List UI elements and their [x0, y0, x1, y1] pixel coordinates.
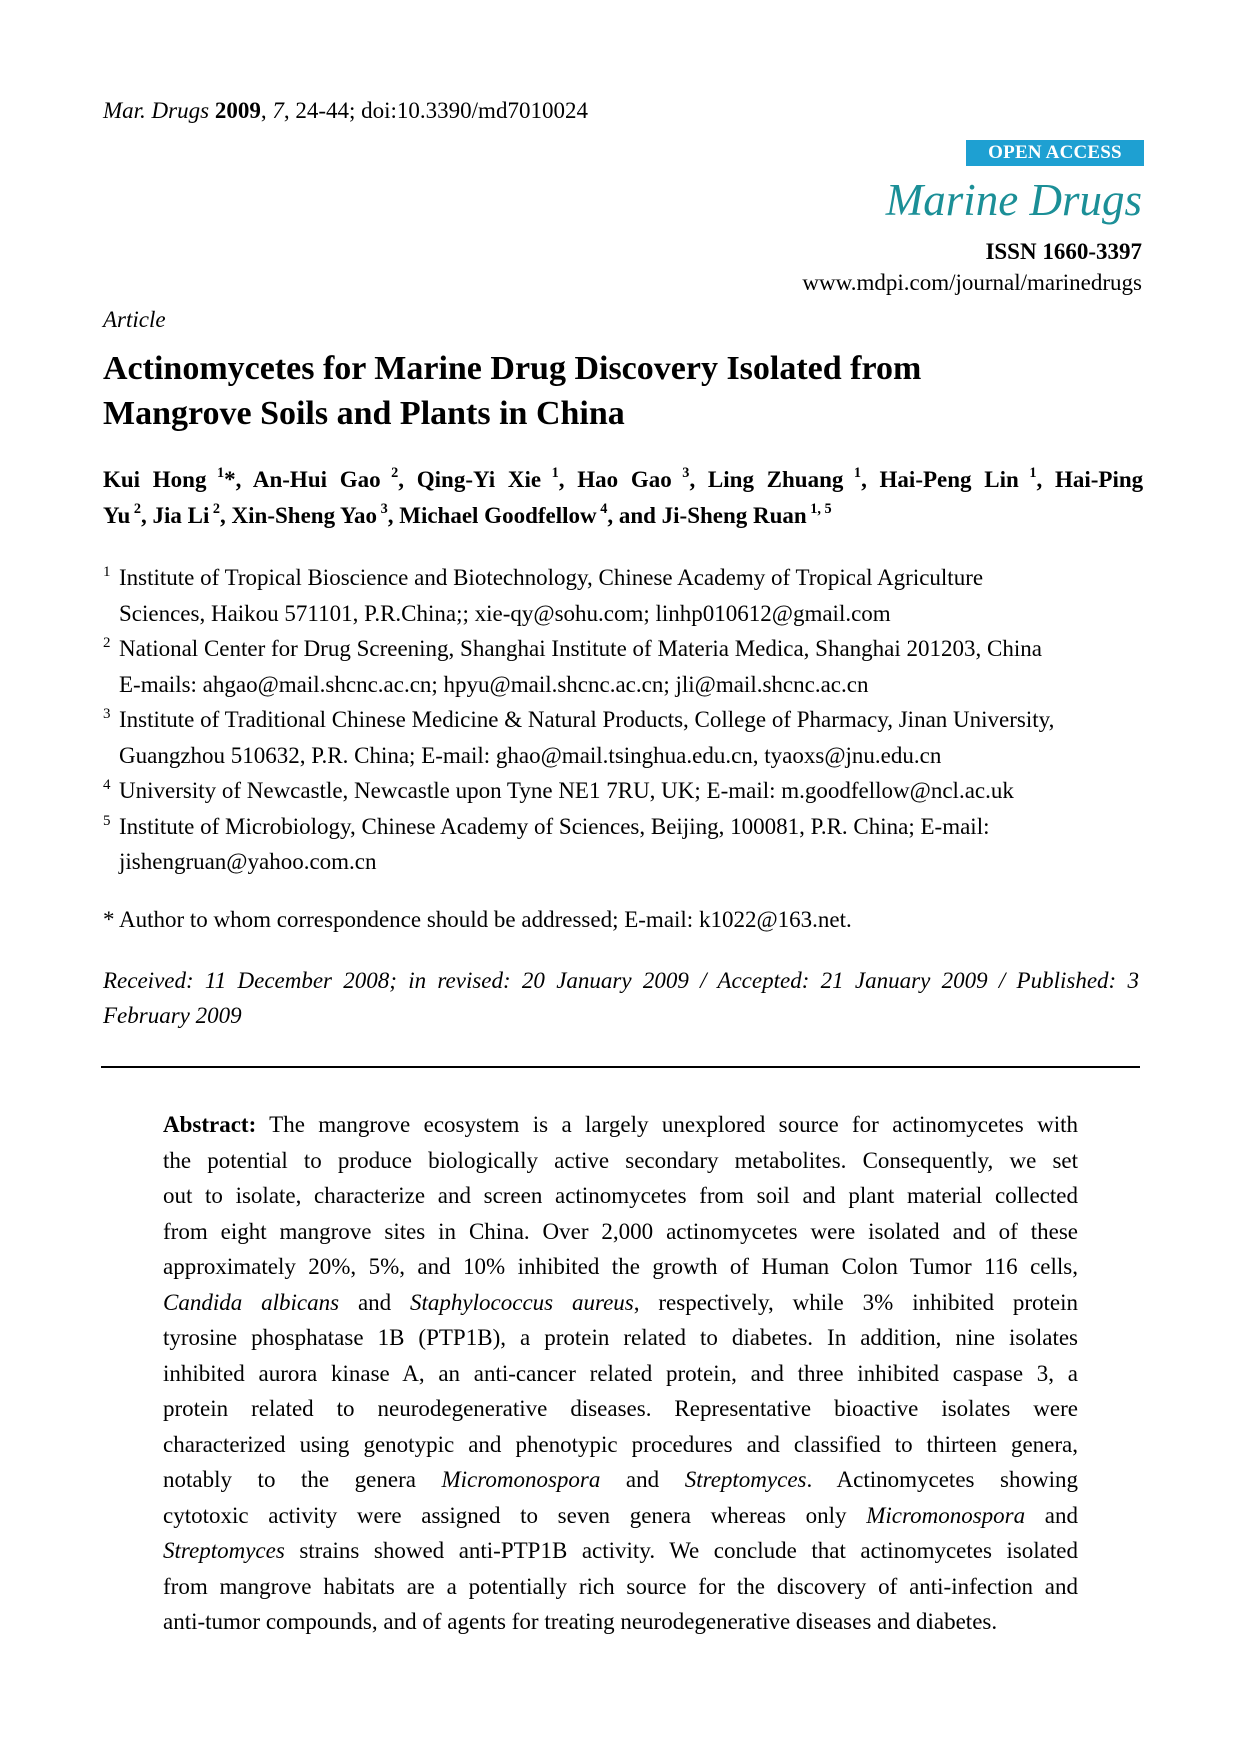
author-name: Michael Goodfellow: [399, 503, 597, 528]
abstract-text: characterized using genotypic and phenotypic procedures and classified to thirteen genera,: [163, 1431, 1078, 1457]
species-name: Micromonospora: [441, 1467, 601, 1492]
abstract-line: [163, 1498, 1078, 1534]
author-suffix: ,: [398, 467, 405, 492]
publication-dates: [103, 963, 1139, 1033]
abstract-text: and: [600, 1467, 685, 1492]
abstract-text: the potential to produce biologically active secondary metabolites. Consequently, we set: [163, 1147, 1078, 1173]
abstract-line: [163, 1214, 1078, 1250]
author: [152, 500, 226, 528]
author-suffix: ,: [558, 467, 565, 492]
abstract-text: out to isolate, characterize and screen actinomycetes from soil and plant material collected: [163, 1183, 1078, 1208]
author: [577, 464, 696, 492]
affiliation-line: University of Newcastle, Newcastle upon Tyne NE1 7RU, UK; E-mail: m.goodfellow@ncl.ac.uk: [119, 778, 1014, 803]
title-line: Mangrove Soils and Plants in China: [103, 395, 625, 432]
author-suffix: *,: [224, 467, 242, 492]
abstract-line: [163, 1107, 1078, 1143]
author: [416, 464, 565, 492]
author: [252, 464, 405, 492]
abstract-line: [163, 1462, 1078, 1498]
author-name: Qing-Yi Xie: [416, 467, 542, 492]
author: [618, 500, 832, 528]
affiliation-line: Guangzhou 510632, P.R. China; E-mail: ghao@mail.tsinghua.edu.cn, tyaoxs@jnu.edu.cn: [119, 742, 942, 768]
author-suffix: ,: [387, 503, 394, 528]
author-suffix: ,: [607, 503, 614, 528]
article-title: [103, 346, 1143, 436]
abstract-text: and: [1025, 1502, 1078, 1528]
author-suffix: ,: [1036, 467, 1043, 492]
abstract-text: inhibited aurora kinase A, an anti-cancer related protein, and three inhibited caspase 3, a: [163, 1360, 1078, 1386]
title-line: Actinomycetes for Marine Drug Discovery Isolated from: [103, 350, 922, 387]
affiliation-line: National Center for Drug Screening, Shanghai Institute of Materia Medica, Shanghai 201203, China: [119, 636, 1042, 661]
article-type: Article: [103, 307, 166, 332]
author-affiliation-mark: 4: [596, 500, 608, 517]
author-name: Yu: [103, 503, 131, 528]
author-name: Hai-Peng Lin: [879, 467, 1019, 492]
author: [399, 500, 614, 528]
journal-abbreviation: Mar. Drugs: [103, 98, 210, 123]
author-affiliation-mark: 1: [541, 464, 559, 481]
abstract-text: and: [339, 1289, 411, 1315]
author: [231, 500, 394, 528]
citation-pages-doi: , 24-44; doi:10.3390/md7010024: [283, 98, 588, 123]
author-affiliation-mark: 1: [843, 464, 862, 481]
abstract-line: [163, 1249, 1078, 1285]
citation-volume: 7: [272, 98, 284, 123]
abstract-text: protein related to neurodegenerative diseases. Representative bioactive isolates were: [163, 1396, 1078, 1421]
author-affiliation-mark: 3: [377, 500, 388, 517]
author-suffix: ,: [140, 503, 147, 528]
affiliation-number: 2: [103, 635, 111, 651]
abstract: [163, 1107, 1078, 1640]
dates-line: February 2009: [103, 1003, 242, 1028]
abstract-line: [163, 1427, 1078, 1463]
abstract-text: approximately 20%, 5%, and 10% inhibited the growth of Human Colon Tumor 116 cells,: [163, 1254, 1078, 1279]
author-name: An-Hui Gao: [252, 467, 381, 492]
abstract-line: [163, 1285, 1078, 1321]
affiliation-number: 3: [103, 706, 111, 722]
abstract-text: , respectively, while 3% inhibited protein: [633, 1289, 1078, 1315]
author-suffix: ,: [689, 467, 696, 492]
journal-name: Marine Drugs: [885, 175, 1142, 225]
author-line: [103, 462, 1143, 498]
author-name: Hao Gao: [577, 467, 672, 492]
citation-line: Mar. Drugs 2009, 7, 24-44; doi:10.3390/md7010024: [103, 98, 588, 123]
species-name: Streptomyces: [163, 1538, 285, 1563]
issn: ISSN 1660-3397: [985, 239, 1142, 264]
affiliation-line: Sciences, Haikou 571101, P.R.China;; xie-qy@sohu.com; linhp010612@gmail.com: [119, 600, 891, 626]
divider: [101, 1066, 1140, 1068]
affiliation-line: Institute of Tropical Bioscience and Biotechnology, Chinese Academy of Tropical Agriculture: [119, 565, 984, 590]
author-line: [103, 498, 1143, 534]
affiliation-line: Institute of Microbiology, Chinese Academy of Sciences, Beijing, 100081, P.R. China; E-mail:: [119, 813, 990, 839]
author-affiliation-mark: 3: [671, 464, 690, 481]
author-list: [103, 462, 1143, 534]
dates-line: Received: 11 December 2008; in revised: 20 January 2009 / Accepted: 21 January 2009 / Published: 3: [103, 968, 1139, 993]
author-affiliation-mark: 1, 5: [806, 500, 832, 517]
abstract-label: Abstract:: [163, 1112, 257, 1137]
open-access-badge: OPEN ACCESS: [966, 140, 1144, 166]
species-name: Micromonospora: [866, 1502, 1026, 1528]
affiliation-line: jishengruan@yahoo.com.cn: [119, 849, 377, 874]
citation-year: 2009: [214, 98, 261, 123]
species-name: Streptomyces: [684, 1467, 807, 1492]
author-name: and Ji-Sheng Ruan: [618, 503, 807, 528]
affiliation-line: Institute of Traditional Chinese Medicine & Natural Products, College of Pharmacy, Jinan University,: [119, 707, 1055, 732]
abstract-text: from eight mangrove sites in China. Over 2,000 actinomycetes were isolated and of these: [163, 1218, 1078, 1244]
abstract-line: [163, 1533, 1078, 1569]
affiliation-list: [103, 560, 1153, 880]
species-name: Candida albicans: [163, 1289, 340, 1315]
abstract-text: . Actinomycetes showing: [806, 1467, 1078, 1492]
correspondence-note: * Author to whom correspondence should be addressed; E-mail: k1022@163.net.: [103, 907, 852, 932]
author-name: Xin-Sheng Yao: [231, 503, 378, 528]
abstract-text: cytotoxic activity were assigned to seven genera whereas only: [163, 1502, 867, 1528]
author-affiliation-mark: 2: [209, 500, 221, 517]
author-name: Jia Li: [152, 503, 210, 528]
species-name: Staphylococcus aureus: [410, 1289, 634, 1315]
affiliation-line: E-mails: ahgao@mail.shcnc.ac.cn; hpyu@mail.shcnc.ac.cn; jli@mail.shcnc.ac.cn: [119, 671, 869, 697]
author-affiliation-mark: 1: [206, 464, 225, 481]
abstract-line: [163, 1143, 1078, 1179]
author-name: Hai-Ping: [1054, 467, 1144, 492]
author: [103, 464, 242, 492]
abstract-text: tyrosine phosphatase 1B (PTP1B), a protein related to diabetes. In addition, nine isolates: [163, 1325, 1078, 1350]
abstract-line: [163, 1569, 1078, 1605]
author-affiliation-mark: 2: [130, 500, 141, 517]
author: [1055, 467, 1143, 492]
abstract-line: [163, 1178, 1078, 1214]
affiliation-number: 4: [103, 777, 111, 793]
affiliation-number: 5: [103, 812, 111, 829]
author-name: Kui Hong: [103, 467, 207, 492]
abstract-line: [163, 1391, 1078, 1427]
affiliation: [103, 560, 1153, 631]
abstract-text: notably to the genera: [163, 1467, 442, 1492]
affiliation-number: 1: [103, 564, 111, 580]
author: [103, 500, 147, 528]
abstract-line: [163, 1320, 1078, 1356]
affiliation: [103, 631, 1153, 702]
author: [879, 464, 1043, 492]
abstract-line: [163, 1356, 1078, 1392]
affiliation: [103, 809, 1153, 880]
affiliation: [103, 702, 1153, 773]
author-suffix: ,: [220, 503, 226, 528]
affiliation: [103, 773, 1153, 809]
abstract-text: anti-tumor compounds, and of agents for treating neurodegenerative diseases and diabetes.: [163, 1609, 998, 1634]
author-affiliation-mark: 1: [1018, 464, 1037, 481]
author-suffix: ,: [861, 467, 867, 492]
author-name: Ling Zhuang: [707, 467, 844, 492]
abstract-text: The mangrove ecosystem is a largely unexplored source for actinomycetes with: [256, 1112, 1078, 1137]
journal-url[interactable]: www.mdpi.com/journal/marinedrugs: [802, 270, 1142, 295]
author: [707, 464, 867, 492]
abstract-text: from mangrove habitats are a potentially rich source for the discovery of anti-infection and: [163, 1573, 1078, 1599]
abstract-line: [163, 1604, 1078, 1640]
author-affiliation-mark: 2: [380, 464, 399, 481]
abstract-text: strains showed anti-PTP1B activity. We conclude that actinomycetes isolated: [284, 1538, 1078, 1563]
